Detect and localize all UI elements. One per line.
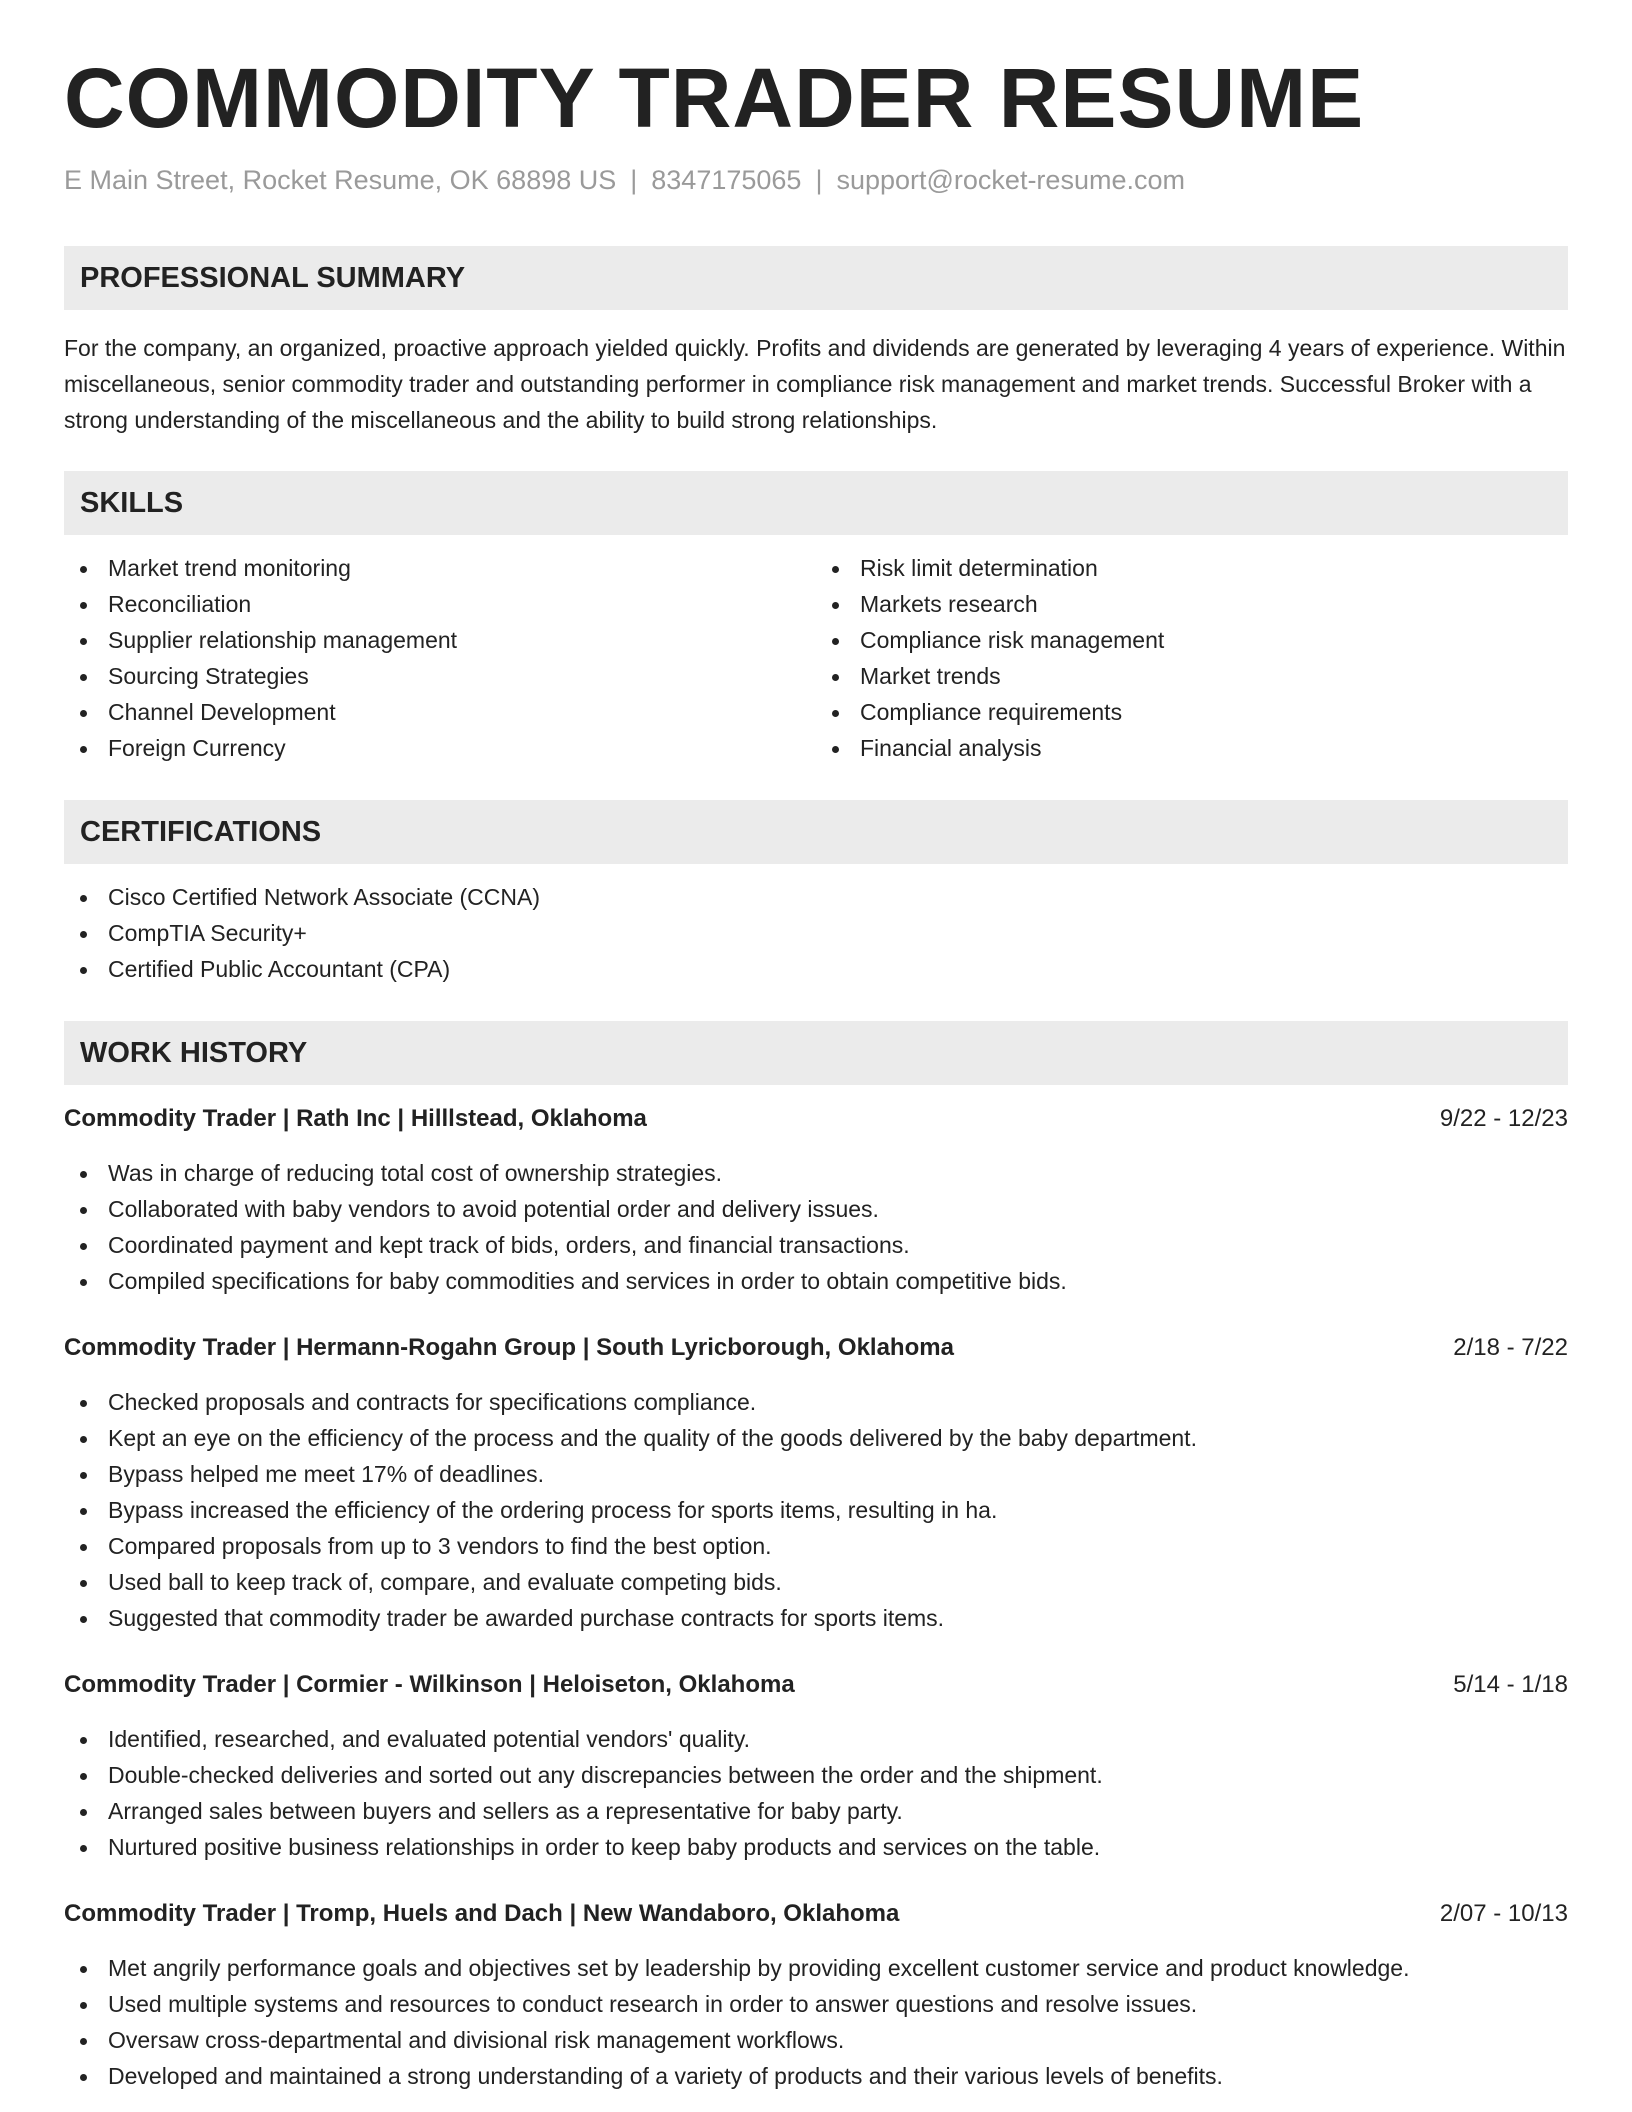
job-title: Commodity Trader | Hermann-Rogahn Group | South Lyricborough, Oklahoma <box>64 1334 954 1362</box>
resume-title: COMMODITY TRADER RESUME <box>64 51 1365 145</box>
skill-item: Compliance risk management <box>816 622 1568 658</box>
job-bullet: Double-checked deliveries and sorted out any discrepancies between the order and the shipment. <box>64 1757 1568 1793</box>
job-header <box>64 1101 1568 1137</box>
section-header-work-history: WORK HISTORY <box>64 1021 1568 1085</box>
job-dates: 2/18 - 7/22 <box>1453 1334 1568 1362</box>
job-title: Commodity Trader | Rath Inc | Hilllstead, Oklahoma <box>64 1105 647 1133</box>
section-header-certifications: CERTIFICATIONS <box>64 800 1568 864</box>
job-bullets <box>64 1384 1568 1636</box>
job-bullet: Used multiple systems and resources to conduct research in order to answer questions and resolve issues. <box>64 1986 1568 2022</box>
job-bullet: Bypass increased the efficiency of the ordering process for sports items, resulting in ha. <box>64 1492 1568 1528</box>
skills-list <box>64 550 1568 766</box>
skill-item: Market trends <box>816 658 1568 694</box>
job-bullet: Compiled specifications for baby commodities and services in order to obtain competitive bids. <box>64 1263 1568 1299</box>
section-header-summary: PROFESSIONAL SUMMARY <box>64 246 1568 310</box>
skill-item: Foreign Currency <box>64 730 816 766</box>
job-bullet: Collaborated with baby vendors to avoid potential order and delivery issues. <box>64 1191 1568 1227</box>
job-bullet: Bypass helped me meet 17% of deadlines. <box>64 1456 1568 1492</box>
skills-column-left <box>64 550 816 766</box>
contact-separator: | <box>815 165 823 195</box>
skill-item: Compliance requirements <box>816 694 1568 730</box>
skill-item: Markets research <box>816 586 1568 622</box>
contact-email: support@rocket-resume.com <box>836 165 1185 195</box>
job-bullet: Used ball to keep track of, compare, and evaluate competing bids. <box>64 1564 1568 1600</box>
job-bullet: Coordinated payment and kept track of bids, orders, and financial transactions. <box>64 1227 1568 1263</box>
section-header-skills: SKILLS <box>64 471 1568 535</box>
contact-address: E Main Street, Rocket Resume, OK 68898 US <box>64 165 617 195</box>
job-dates: 9/22 - 12/23 <box>1439 1105 1568 1133</box>
job-bullets <box>64 1950 1568 2094</box>
skill-item: Market trend monitoring <box>64 550 816 586</box>
summary-text: For the company, an organized, proactive approach yielded quickly. Profits and dividends are generated by leveraging 4 years of experience. Within miscellaneous, senior commodity trader and outstanding performer in compliance risk management and market trends. Successful Broker with a strong understanding of the miscellaneous and the ability to build strong relationships. <box>64 335 1566 434</box>
job-bullets <box>64 1155 1568 1299</box>
job-bullet: Developed and maintained a strong understanding of a variety of products and their various levels of benefits. <box>64 2058 1568 2094</box>
skill-item: Channel Development <box>64 694 816 730</box>
skills-column-right <box>816 550 1568 766</box>
job-title: Commodity Trader | Cormier - Wilkinson | Heloiseton, Oklahoma <box>64 1671 795 1699</box>
job-bullet: Oversaw cross-departmental and divisional risk management workflows. <box>64 2022 1568 2058</box>
job-title: Commodity Trader | Tromp, Huels and Dach | New Wandaboro, Oklahoma <box>64 1900 900 1928</box>
job-entry <box>64 1896 1568 2094</box>
certification-item: Certified Public Accountant (CPA) <box>64 951 1568 987</box>
job-bullet: Met angrily performance goals and objectives set by leadership by providing excellent customer service and product knowledge. <box>64 1950 1568 1986</box>
job-bullet: Arranged sales between buyers and sellers as a representative for baby party. <box>64 1793 1568 1829</box>
job-bullet: Checked proposals and contracts for specifications compliance. <box>64 1384 1568 1420</box>
skill-item: Supplier relationship management <box>64 622 816 658</box>
skill-item: Sourcing Strategies <box>64 658 816 694</box>
job-entry <box>64 1667 1568 1865</box>
job-dates: 5/14 - 1/18 <box>1453 1671 1568 1699</box>
job-bullet: Nurtured positive business relationships in order to keep baby products and services on the table. <box>64 1829 1568 1865</box>
job-bullet: Compared proposals from up to 3 vendors to find the best option. <box>64 1528 1568 1564</box>
job-bullet: Suggested that commodity trader be awarded purchase contracts for sports items. <box>64 1600 1568 1636</box>
contact-separator: | <box>630 165 638 195</box>
skill-item: Reconciliation <box>64 586 816 622</box>
job-entry <box>64 1330 1568 1636</box>
certification-item: Cisco Certified Network Associate (CCNA) <box>64 879 1568 915</box>
job-entry <box>64 1101 1568 1299</box>
job-bullet: Identified, researched, and evaluated potential vendors' quality. <box>64 1721 1568 1757</box>
skill-item: Risk limit determination <box>816 550 1568 586</box>
job-bullet: Was in charge of reducing total cost of ownership strategies. <box>64 1155 1568 1191</box>
job-bullets <box>64 1721 1568 1865</box>
certifications-list <box>64 879 1568 987</box>
contact-line <box>64 164 1568 196</box>
job-header <box>64 1330 1568 1366</box>
contact-phone: 8347175065 <box>651 165 802 195</box>
job-dates: 2/07 - 10/13 <box>1439 1900 1568 1928</box>
skill-item: Financial analysis <box>816 730 1568 766</box>
job-header <box>64 1896 1568 1932</box>
job-bullet: Kept an eye on the efficiency of the process and the quality of the goods delivered by the baby department. <box>64 1420 1568 1456</box>
certification-item: CompTIA Security+ <box>64 915 1568 951</box>
job-header <box>64 1667 1568 1703</box>
